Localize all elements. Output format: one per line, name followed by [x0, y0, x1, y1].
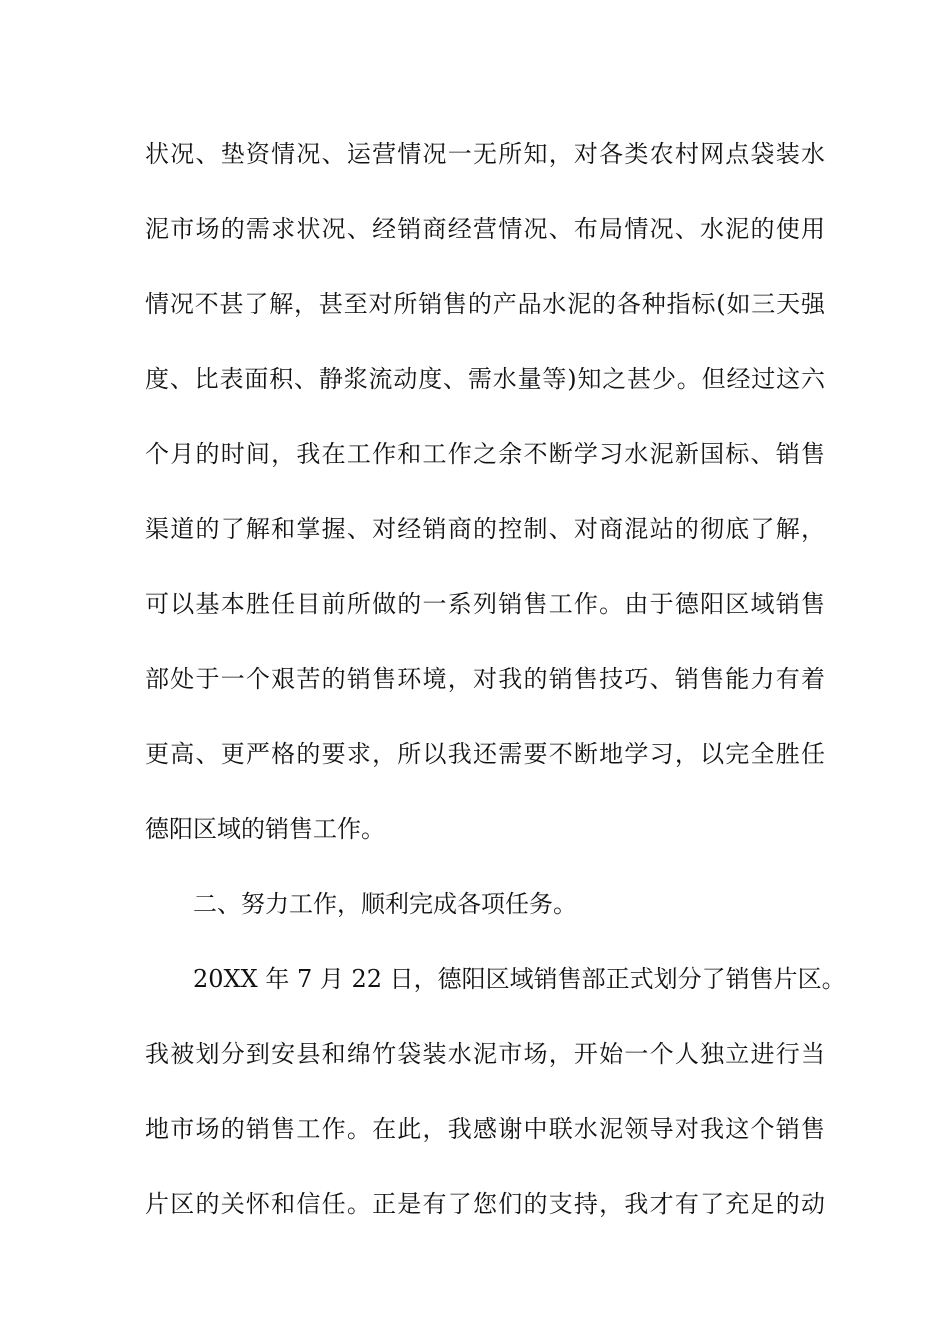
paragraph-line-6: 渠道的了解和掌握、对经销商的控制、对商混站的彻底了解， [145, 515, 825, 543]
paragraph-line-14: 地市场的销售工作。在此，我感谢中联水泥领导对我这个销售 [145, 1115, 825, 1143]
paragraph-line-10: 德阳区域的销售工作。 [145, 815, 385, 843]
paragraph-line-13: 我被划分到安县和绵竹袋装水泥市场，开始一个人独立进行当 [145, 1040, 825, 1068]
paragraph-line-4: 度、比表面积、静浆流动度、需水量等)知之甚少。但经过这六 [145, 365, 825, 393]
paragraph-line-15: 片区的关怀和信任。正是有了您们的支持，我才有了充足的动 [145, 1190, 825, 1218]
paragraph-line-8: 部处于一个艰苦的销售环境，对我的销售技巧、销售能力有着 [145, 665, 825, 693]
paragraph-line-2: 泥市场的需求状况、经销商经营情况、布局情况、水泥的使用 [145, 215, 825, 243]
paragraph-line-5: 个月的时间，我在工作和工作之余不断学习水泥新国标、销售 [145, 440, 825, 468]
paragraph-line-1: 状况、垫资情况、运营情况一无所知，对各类农村网点袋装水 [145, 140, 825, 168]
paragraph-line-9: 更高、更严格的要求，所以我还需要不断地学习，以完全胜任 [145, 740, 825, 768]
section-heading: 二、努力工作，顺利完成各项任务。 [193, 890, 577, 918]
paragraph-line-3: 情况不甚了解，甚至对所销售的产品水泥的各种指标(如三天强 [145, 290, 825, 318]
paragraph-line-7: 可以基本胜任目前所做的一系列销售工作。由于德阳区域销售 [145, 590, 825, 618]
paragraph-line-12: 20XX 年 7 月 22 日，德阳区域销售部正式划分了销售片区。 [193, 965, 846, 993]
